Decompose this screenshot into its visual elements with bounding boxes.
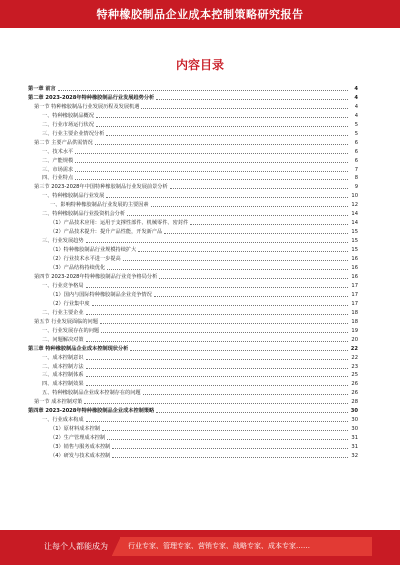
toc-entry-text: （2）生产管理成本控制 [50, 435, 106, 442]
toc-entry[interactable] [28, 120, 358, 129]
toc-leader-dots [106, 197, 348, 198]
toc-entry-text: 一、行业发展存在的问题 [42, 327, 100, 334]
toc-leader-dots [92, 305, 348, 306]
toc-entry-text: （2）行业技术水平进一步提高 [50, 256, 121, 263]
toc-page-number: 18 [351, 309, 358, 316]
toc-leader-dots [96, 126, 348, 127]
toc-page-number: 14 [351, 211, 358, 218]
toc-entry[interactable] [28, 362, 358, 371]
toc-entry-text: 四、行业特点 [42, 175, 74, 182]
toc-page-number: 16 [351, 256, 358, 263]
toc-page-number: 26 [351, 381, 358, 388]
toc-entry[interactable] [28, 415, 358, 424]
toc-page-number: 17 [351, 300, 358, 307]
toc-entry[interactable] [28, 388, 358, 397]
toc-leader-dots [127, 215, 348, 216]
toc-page-number: 7 [354, 166, 358, 173]
toc-leader-dots [86, 376, 348, 377]
toc-leader-dots [164, 233, 348, 234]
toc-entry-text: 第五节 行业发展面临的问题 [34, 318, 98, 325]
toc-leader-dots [86, 314, 348, 315]
toc-entry[interactable] [28, 397, 358, 406]
toc-entry-text: （1）原材料成本控制 [50, 426, 100, 433]
toc-leader-dots [156, 412, 348, 413]
toc-leader-dots [84, 403, 348, 404]
toc-leader-dots [101, 332, 348, 333]
toc-entry-text: 四、成本控制效果 [42, 381, 84, 388]
toc-leader-dots [86, 421, 348, 422]
report-title: 特种橡胶制品企业成本控制策略研究报告 [96, 8, 304, 21]
toc-entry-text: 三、行业主要企业情况分析 [42, 130, 105, 137]
toc-entry-text: 三、行业发展趋势 [42, 238, 84, 245]
toc-entry[interactable] [28, 147, 358, 156]
toc-entry[interactable] [28, 290, 358, 299]
toc-page-number: 31 [351, 435, 358, 442]
toc-entry[interactable] [28, 317, 358, 326]
toc-page-number: 5 [354, 130, 358, 137]
toc-page-number: 16 [351, 265, 358, 272]
toc-entry[interactable] [28, 138, 358, 147]
toc-leader-dots [86, 368, 348, 369]
toc-entry-text: 一、行业竞争格局 [42, 282, 84, 289]
toc-leader-dots [151, 206, 348, 207]
toc-entry-text: （2）行业集中度 [50, 300, 90, 307]
toc-page-number: 20 [351, 336, 358, 343]
toc-leader-dots [86, 242, 348, 243]
toc-page-number: 4 [354, 112, 358, 119]
toc-entry-text: 二、行业主要企业 [42, 309, 84, 316]
toc-leader-dots [190, 224, 348, 225]
toc-entry-text: 第二章 2023-2028年特种橡胶制品行业发展趋势分析 [28, 94, 155, 101]
toc-page-number: 10 [351, 193, 358, 200]
toc-entry[interactable] [28, 93, 358, 102]
toc-entry-text: （1）特种橡胶制品行业规模持续扩大 [50, 247, 137, 254]
toc-entry-text: （3）产品结构持续优化 [50, 265, 106, 272]
toc-entry[interactable] [28, 156, 358, 165]
toc-page-number: 4 [354, 94, 358, 101]
toc-leader-dots [86, 385, 348, 386]
toc-page-number: 14 [351, 220, 358, 227]
toc-entry-text: 第四章 2023-2028年特种橡胶制品企业成本控制策略 [28, 408, 155, 415]
footer-bar [0, 530, 400, 565]
toc-entry-text: 二、成本控制方法 [42, 363, 84, 370]
toc-leader-dots [112, 448, 348, 449]
toc-page-number: 22 [350, 345, 358, 352]
toc-leader-dots [86, 341, 348, 342]
toc-entry[interactable] [28, 335, 358, 344]
toc-leader-dots [154, 296, 348, 297]
toc-leader-dots [75, 179, 348, 180]
toc-leader-dots [112, 457, 348, 458]
toc-entry[interactable] [28, 227, 358, 236]
toc-leader-dots [170, 188, 348, 189]
toc-leader-dots [141, 108, 348, 109]
toc-leader-dots [138, 251, 348, 252]
toc-entry[interactable] [28, 129, 358, 138]
toc-leader-dots [107, 269, 348, 270]
toc-page-number: 31 [351, 444, 358, 451]
toc-page-number: 15 [351, 229, 358, 236]
toc-entry[interactable] [28, 442, 358, 451]
toc-page-number: 17 [351, 291, 358, 298]
toc-page-number: 30 [351, 417, 358, 424]
toc-page-number: 4 [354, 103, 358, 110]
toc-entry-text: 二、问题解决对策 [42, 336, 84, 343]
toc-entry-text: 一、成本控制意识 [42, 354, 84, 361]
toc-entry[interactable] [28, 308, 358, 317]
toc-page-number: 25 [351, 372, 358, 379]
toc-entry-text: 一、特种橡胶制品行业发展 [42, 193, 105, 200]
toc-entry[interactable] [28, 254, 358, 263]
toc-entry-text: 第一章 前言 [28, 85, 56, 92]
toc-entry-text: 二、产能规模 [42, 157, 74, 164]
toc-entry[interactable] [28, 424, 358, 433]
toc-page-number: 19 [351, 327, 358, 334]
toc-leader-dots [75, 153, 348, 154]
toc-entry-text: 第四节 2023-2028年特种橡胶制品行业竞争格局分析 [34, 273, 158, 280]
toc-leader-dots [75, 162, 348, 163]
toc-page-number: 30 [350, 408, 358, 415]
toc-entry-text: （3）销售与服务成本控制 [50, 444, 111, 451]
toc-leader-dots [107, 439, 348, 440]
toc-leader-dots [100, 323, 348, 324]
toc-page-number: 18 [351, 318, 358, 325]
toc-entry[interactable] [28, 102, 358, 111]
toc-entry[interactable] [28, 299, 358, 308]
toc-entry-text: （2）产品技术提升：提升产品性能，开发新产品 [50, 229, 163, 236]
toc-entry-text: （1）产品技术应用：运用于支撑性部件、机械零件、密封件 [50, 220, 189, 227]
toc-entry[interactable] [28, 209, 358, 218]
toc-entry-text: （1）国内与国际特种橡胶制品企业竞争情况 [50, 291, 152, 298]
toc-leader-dots [106, 135, 348, 136]
toc-leader-dots [143, 394, 348, 395]
toc-page-number: 6 [354, 139, 358, 146]
report-header-bar [0, 0, 400, 28]
toc-entry[interactable] [28, 200, 358, 209]
toc-leader-dots [96, 117, 348, 118]
toc-leader-dots [159, 278, 348, 279]
toc-entry-text: 第三章 特种橡胶制品企业成本控制现状分析 [28, 345, 129, 352]
toc-page-number: 22 [351, 354, 358, 361]
toc-entry[interactable] [28, 263, 358, 272]
toc-entry[interactable] [28, 272, 358, 281]
toc-entry-text: （4）研发与技术成本控制 [50, 453, 111, 460]
toc-entry-text: 第一节 特种橡胶制品行业发展历程及发展机遇 [34, 103, 140, 110]
toc-page-number: 6 [354, 148, 358, 155]
toc-leader-dots [123, 260, 348, 261]
toc-entry-text: 一、特种橡胶制品概况 [42, 112, 94, 119]
toc-page-number: 4 [354, 85, 358, 92]
toc-entry-text: 一、技术水平 [42, 148, 74, 155]
toc-heading: 内容目录 [175, 58, 224, 72]
footer-tagline: 让每个人都能成为 [44, 542, 108, 551]
toc-page-number: 15 [351, 238, 358, 245]
toc-leader-dots [130, 350, 348, 351]
toc-leader-dots [86, 359, 348, 360]
toc-page-number: 6 [354, 157, 358, 164]
toc-entry[interactable] [28, 174, 358, 183]
toc-entry[interactable] [28, 84, 358, 93]
toc-entry-text: 五、特种橡胶制品企业成本控制存在的问题 [42, 390, 141, 397]
toc-entry[interactable] [28, 433, 358, 442]
toc-page-number: 8 [354, 175, 358, 182]
toc-leader-dots [86, 287, 348, 288]
toc-entry[interactable] [28, 165, 358, 174]
table-of-contents [28, 84, 358, 460]
footer-roles-banner: 行业专家、管理专家、营销专家、战略专家、成本专家…… [120, 537, 372, 556]
toc-leader-dots [102, 430, 348, 431]
toc-page-number: 28 [351, 399, 358, 406]
toc-page-number: 26 [351, 390, 358, 397]
toc-entry[interactable] [28, 191, 358, 200]
toc-entry-text: 二、特种橡胶制品行业投资机会分析 [42, 211, 126, 218]
toc-entry-text: 一、行业成本构成 [42, 417, 84, 424]
toc-entry[interactable] [28, 371, 358, 380]
toc-entry-text: 第二节 主要产品供需情况 [34, 139, 93, 146]
toc-page-number: 23 [351, 363, 358, 370]
toc-leader-dots [156, 99, 348, 100]
toc-entry[interactable] [28, 353, 358, 362]
toc-entry-text: 第三节 2023-2028年中国特种橡胶制品行业发展前景分析 [34, 184, 168, 191]
toc-entry[interactable] [28, 451, 358, 460]
toc-entry[interactable] [28, 281, 358, 290]
toc-entry[interactable] [28, 379, 358, 388]
toc-page-number: 15 [351, 247, 358, 254]
toc-page-number: 12 [351, 202, 358, 209]
toc-entry[interactable] [28, 218, 358, 227]
toc-page-number: 5 [354, 121, 358, 128]
toc-leader-dots [95, 144, 348, 145]
toc-page-number: 32 [351, 453, 358, 460]
toc-entry-text: 一、影响特种橡胶制品行业发展的主要因素 [50, 202, 149, 209]
toc-entry-text: 第一节 成本控制对策 [34, 399, 83, 406]
toc-entry[interactable] [28, 236, 358, 245]
toc-leader-dots [75, 171, 348, 172]
toc-entry[interactable] [28, 111, 358, 120]
toc-page-number: 9 [354, 184, 358, 191]
toc-entry[interactable] [28, 344, 358, 353]
toc-page-number: 16 [351, 273, 358, 280]
toc-page-number: 17 [351, 282, 358, 289]
toc-entry[interactable] [28, 245, 358, 254]
toc-entry-text: 三、市场需求 [42, 166, 74, 173]
toc-entry[interactable] [28, 326, 358, 335]
toc-leader-dots [58, 90, 348, 91]
toc-entry-text: 三、成本控制体系 [42, 372, 84, 379]
toc-entry[interactable] [28, 406, 358, 415]
toc-entry-text: 二、行业市场运行状况 [42, 121, 94, 128]
toc-entry[interactable] [28, 182, 358, 191]
toc-page-number: 30 [351, 426, 358, 433]
